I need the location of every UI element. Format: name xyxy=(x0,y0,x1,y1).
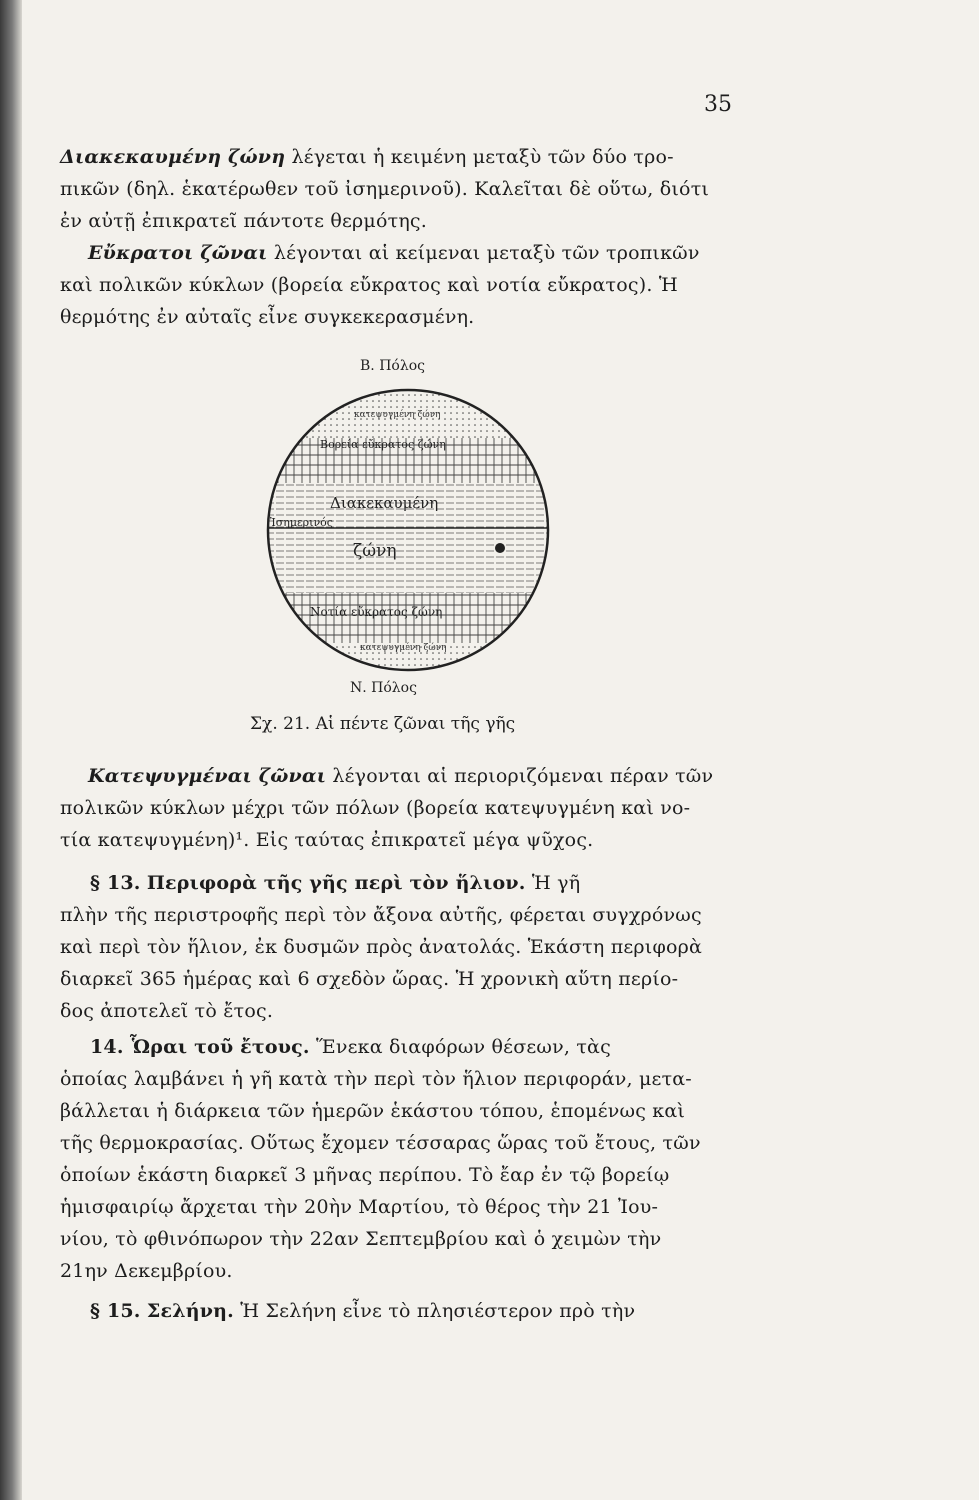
text-line: καὶ περὶ τὸν ἥλιον, ἐκ δυσμῶν πρὸς ἀνατολάς. Ἑκάστη περιφορὰ xyxy=(60,936,702,958)
south-frigid-label: κατεψυγμένη ζώνη xyxy=(360,643,447,653)
torrid-label-1: Διακεκαυμένη xyxy=(330,494,439,512)
north-temperate-label: Βορεία εὔκρατος ζώνη xyxy=(320,438,446,451)
page-number: 35 xyxy=(704,92,732,117)
section-number: § 15. xyxy=(90,1300,141,1322)
text-line: 21ην Δεκεμβρίου. xyxy=(60,1260,233,1282)
text-line: καὶ πολικῶν κύκλων (βορεία εὔκρατος καὶ νοτία εὔκρατος). Ἡ xyxy=(60,274,678,296)
section-number: 14. xyxy=(90,1036,124,1058)
section-13 xyxy=(60,867,780,1027)
text-line: ἐν αὐτῇ ἐπικρατεῖ πάντοτε θερμότης. xyxy=(60,210,427,232)
section-title: Περιφορὰ τῆς γῆς περὶ τὸν ἥλιον. xyxy=(146,872,526,894)
term-frigid-zones: Κατεψυγμέναι ζῶναι xyxy=(88,765,327,787)
section-title: Ὧραι τοῦ ἔτους. xyxy=(129,1036,310,1058)
text-line: διαρκεῖ 365 ἡμέρας καὶ 6 σχεδὸν ὥρας. Ἡ χρονικὴ αὕτη περίο- xyxy=(60,968,679,990)
term-torrid-zone: Διακεκαυμένη ζώνη xyxy=(60,146,286,168)
text-line: πολικῶν κύκλων μέχρι τῶν πόλων (βορεία κατεψυγμένη καὶ νο- xyxy=(60,797,691,819)
text-line: τία κατεψυγμένη)¹. Εἰς ταύτας ἐπικρατεῖ μέγα ψῦχος. xyxy=(60,829,594,851)
section-title: Σελήνη. xyxy=(146,1300,234,1322)
text-line: πικῶν (δηλ. ἑκατέρωθεν τοῦ ἰσημερινοῦ). Καλεῖται δὲ οὕτω, διότι xyxy=(60,178,710,200)
section-15 xyxy=(60,1295,780,1327)
text-line: θερμότης ἐν αὐταῖς εἶνε συγκεκερασμένη. xyxy=(60,306,475,328)
text-line: Διακεκαυμένη ζώνη λέγεται ἡ κειμένη μεταξὺ τῶν δύο τρο- xyxy=(60,146,674,168)
torrid-label-2: ζώνη xyxy=(353,541,397,561)
text-line: τῆς θερμοκρασίας. Οὕτως ἔχομεν τέσσαρας ὥρας τοῦ ἔτους, τῶν xyxy=(60,1132,701,1154)
text-line: ὁποίων ἑκάστη διαρκεῖ 3 μῆνας περίπου. Τὸ ἔαρ ἐν τῷ βορείῳ xyxy=(60,1164,670,1186)
text-line: § 15. Σελήνη. Ἡ Σελήνη εἶνε τὸ πλησιέστερον πρὸ τὴν xyxy=(90,1300,636,1322)
text-line: δος ἀποτελεῖ τὸ ἔτος. xyxy=(60,1000,274,1022)
text-line: ἡμισφαιρίῳ ἄρχεται τὴν 20ὴν Μαρτίου, τὸ θέρος τὴν 21 Ἰου- xyxy=(60,1196,659,1218)
section-number: § 13. xyxy=(90,872,141,894)
text-line: ὁποίας λαμβάνει ἡ γῆ κατὰ τὴν περὶ τὸν ἥλιον περιφοράν, μετα- xyxy=(60,1068,692,1090)
north-pole-label: Β. Πόλος xyxy=(360,358,425,374)
text-line: Κατεψυγμέναι ζῶναι λέγονται αἱ περιοριζόμεναι πέραν τῶν xyxy=(88,765,714,787)
figure-caption: Σχ. 21. Αἱ πέντε ζῶναι τῆς γῆς xyxy=(250,714,516,734)
text-line: Εὔκρατοι ζῶναι λέγονται αἱ κείμεναι μεταξὺ τῶν τροπικῶν xyxy=(88,242,700,264)
sun-marker xyxy=(495,543,505,553)
text-line: πλὴν τῆς περιστροφῆς περὶ τὸν ἄξονα αὐτῆς, φέρεται συγχρόνως xyxy=(60,904,702,926)
text-line: 14. Ὧραι τοῦ ἔτους. Ἕνεκα διαφόρων θέσεων, τὰς xyxy=(90,1036,611,1058)
page-edge xyxy=(0,0,22,1500)
north-frigid-label: κατεψυγμένη ζώνη xyxy=(354,410,441,420)
term-temperate-zones: Εὔκρατοι ζῶναι xyxy=(88,242,268,264)
paragraph-frigid-zones xyxy=(60,760,780,856)
equator-label: Ἰσημερινός xyxy=(270,516,333,529)
paragraph-temperate-zones xyxy=(60,237,780,333)
text-line: νίου, τὸ φθινόπωρον τὴν 22αν Σεπτεμβρίου καὶ ὁ χειμὼν τὴν xyxy=(60,1228,662,1250)
south-pole-label: Ν. Πόλος xyxy=(350,680,417,696)
text-line: § 13. Περιφορὰ τῆς γῆς περὶ τὸν ἥλιον. Ἡ γῆ xyxy=(90,872,581,894)
section-14 xyxy=(60,1031,780,1287)
text-line: βάλλεται ἡ διάρκεια τῶν ἡμερῶν ἑκάστου τόπου, ἑπομένως καὶ xyxy=(60,1100,686,1122)
south-temperate-label: Νοτία εὔκρατος ζώνη xyxy=(310,605,443,619)
paragraph-torrid-zone xyxy=(60,141,780,237)
earth-zones-figure xyxy=(250,350,570,710)
